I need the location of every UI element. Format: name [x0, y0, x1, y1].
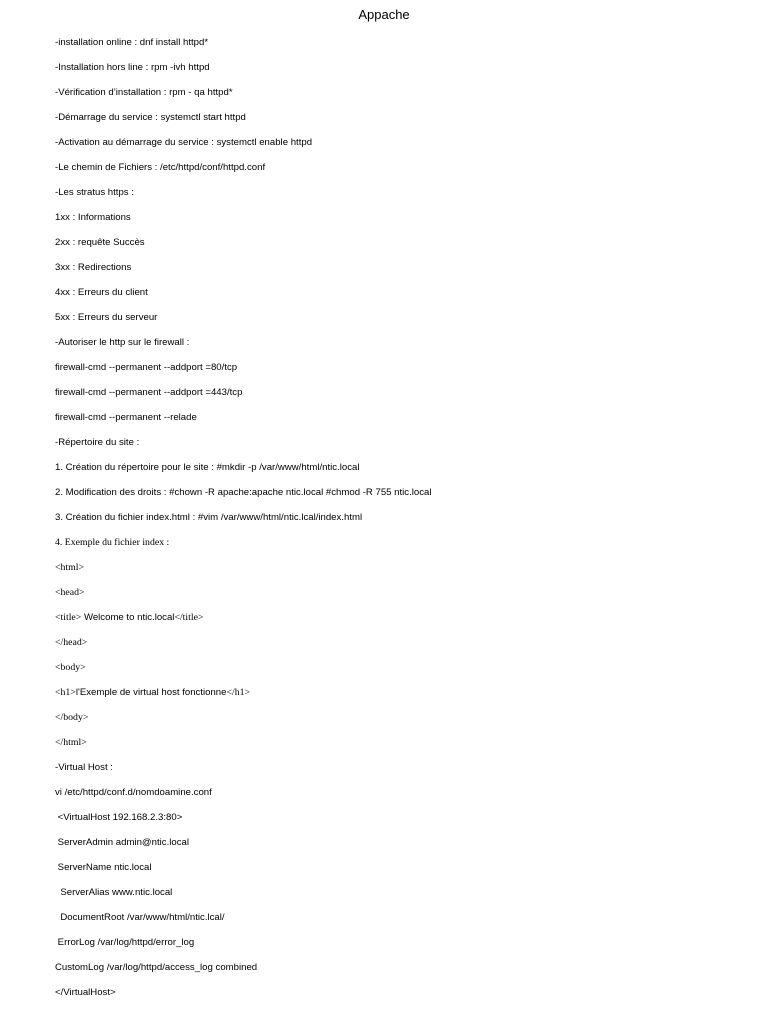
status-code-line: 2xx : requête Succès — [55, 237, 145, 248]
page-title: Appache — [358, 7, 410, 22]
html-tag: <h1> — [55, 687, 76, 698]
text-line: -installation online : dnf install httpd* — [55, 37, 209, 48]
numbered-step: 3. Création du fichier index.html : #vim /var/www/html/ntic.lcal/index.html — [55, 512, 363, 523]
html-tag: </h1> — [226, 687, 251, 698]
command-line: firewall-cmd --permanent --addport =443/tcp — [55, 387, 243, 398]
text-line: -Le chemin de Fichiers : /etc/httpd/conf/httpd.conf — [55, 162, 266, 173]
text-line: -Vérification d’installation : rpm - qa httpd* — [55, 87, 233, 98]
config-line: ServerName ntic.local — [55, 862, 152, 873]
html-text: l'Exemple de virtual host fonctionne — [75, 687, 227, 698]
command-line: vi /etc/httpd/conf.d/nomdoamine.conf — [55, 787, 212, 798]
text-line: -Autoriser le http sur le firewall : — [55, 337, 190, 348]
html-code-line — [55, 686, 755, 711]
html-code-line: </body> — [55, 712, 89, 723]
html-code-line — [55, 611, 755, 636]
status-code-line: 1xx : Informations — [55, 212, 131, 223]
command-line: firewall-cmd --permanent --addport =80/tcp — [55, 362, 238, 373]
config-line: </VirtualHost> — [55, 987, 116, 998]
text-line: -Démarrage du service : systemctl start httpd — [55, 112, 246, 123]
text-line: -Installation hors line : rpm -ivh httpd — [55, 62, 210, 73]
html-text: Welcome to ntic.local — [81, 612, 175, 623]
config-line: ErrorLog /var/log/httpd/error_log — [55, 937, 195, 948]
html-code-line: <head> — [55, 587, 85, 598]
html-tag: </title> — [174, 612, 204, 623]
config-line: ServerAlias www.ntic.local — [55, 887, 173, 898]
config-line: ServerAdmin admin@ntic.local — [55, 837, 189, 848]
status-code-line: 5xx : Erreurs du serveur — [55, 312, 158, 323]
text-line: -Répertoire du site : — [55, 437, 140, 448]
numbered-step: 4. Exemple du fichier index : — [55, 537, 170, 548]
text-line: -Virtual Host : — [55, 762, 113, 773]
status-code-line: 3xx : Redirections — [55, 262, 132, 273]
command-line: firewall-cmd --permanent --relade — [55, 412, 197, 423]
text-line: -Les stratus https : — [55, 187, 134, 198]
numbered-step: 1. Création du répertoire pour le site : #mkdir -p /var/www/html/ntic.local — [55, 462, 360, 473]
config-line: <VirtualHost 192.168.2.3:80> — [55, 812, 183, 823]
numbered-step: 2. Modification des droits : #chown -R apache:apache ntic.local #chmod -R 755 ntic.local — [55, 487, 432, 498]
document-body — [55, 36, 755, 1011]
html-code-line: </head> — [55, 637, 88, 648]
config-line: DocumentRoot /var/www/html/ntic.lcal/ — [55, 912, 225, 923]
status-code-line: 4xx : Erreurs du client — [55, 287, 148, 298]
html-code-line: </html> — [55, 737, 87, 748]
html-code-line: <body> — [55, 662, 86, 673]
html-tag: <title> — [55, 612, 82, 623]
text-line: -Activation au démarrage du service : systemctl enable httpd — [55, 137, 313, 148]
html-code-line: <html> — [55, 562, 85, 573]
config-line: CustomLog /var/log/httpd/access_log combined — [55, 962, 258, 973]
